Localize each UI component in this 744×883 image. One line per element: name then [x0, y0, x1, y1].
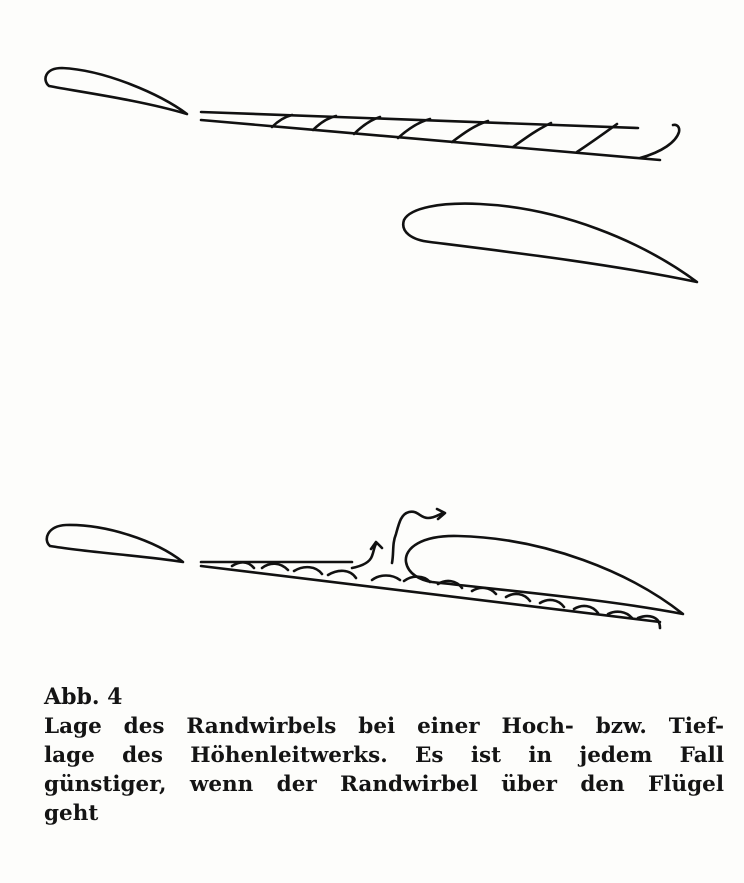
- main-wing-trailing-edge-top: [45, 68, 187, 114]
- wake-curl-tip: [640, 125, 679, 158]
- wake-curl: [577, 124, 617, 152]
- horizontal-stabilizer-high: [403, 204, 697, 282]
- vortex-rolling-up-arrow-small: [352, 542, 382, 568]
- caption-line: Lage des Randwirbels bei einer Hoch- bzw. Tief-: [44, 714, 724, 739]
- high-tail-configuration: [45, 68, 697, 282]
- caption-line: geht: [44, 801, 99, 826]
- figure-caption: [44, 683, 724, 828]
- wake-curl: [272, 115, 292, 127]
- main-wing-trailing-edge-bottom: [47, 525, 183, 562]
- figure-label: Abb. 4: [44, 684, 123, 710]
- wake-scallops-under-stabilizer: [372, 576, 660, 629]
- wake-vortex-sheet-bottom: [201, 509, 660, 628]
- wake-curl: [313, 116, 336, 130]
- low-tail-configuration: [47, 509, 683, 628]
- wake-vortex-sheet-top: [201, 112, 679, 160]
- wake-curl: [354, 117, 380, 134]
- horizontal-stabilizer-low: [406, 536, 683, 614]
- caption-line: lage des Höhenleitwerks. Es ist in jedem Fall: [44, 743, 724, 768]
- caption-line: günstiger, wenn der Randwirbel über den Flügel: [44, 772, 724, 797]
- wake-scallops: [232, 562, 356, 578]
- wake-curl: [452, 121, 488, 142]
- wake-curl: [513, 123, 551, 147]
- wake-lower-line: [201, 566, 660, 622]
- wake-curl: [398, 119, 430, 138]
